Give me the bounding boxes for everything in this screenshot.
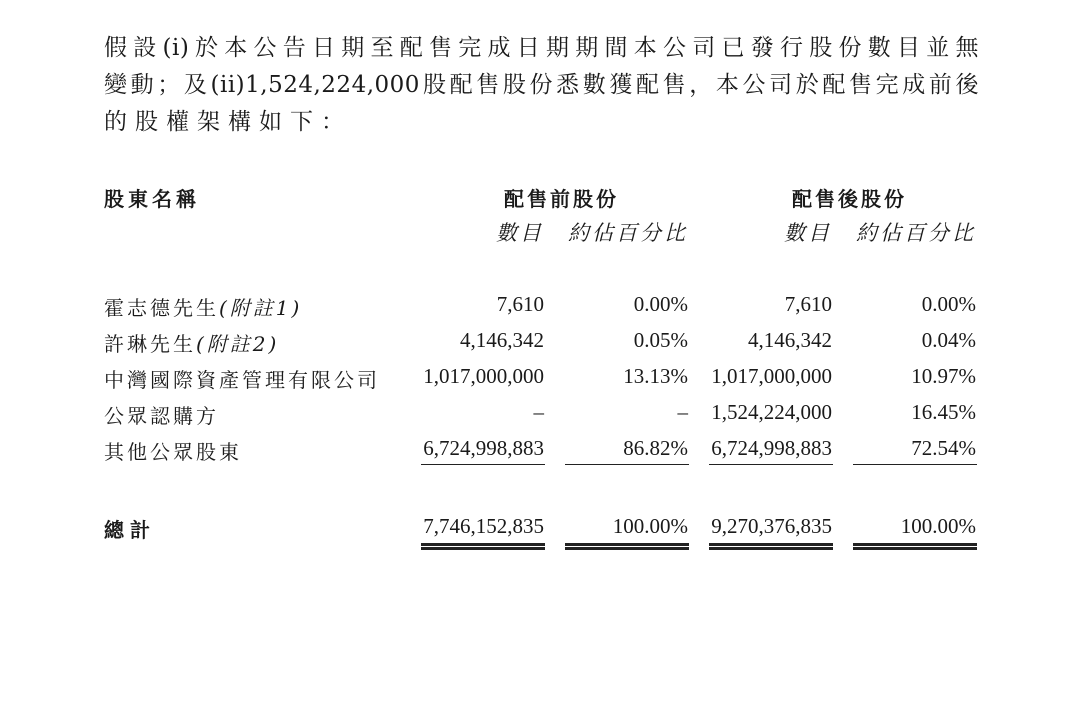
table-cell: 1,017,000,000 — [423, 364, 544, 388]
before-count-subheader: 數目 — [496, 221, 544, 245]
table-cell: – — [677, 400, 688, 424]
table-cell: 10.97% — [911, 364, 976, 388]
table-cell: 7,610 — [784, 292, 832, 316]
total-cell: 9,270,376,835 — [711, 514, 832, 538]
table-cell: 6,724,998,883 — [423, 436, 544, 460]
intro-paragraph — [104, 30, 979, 141]
total-double-rule — [709, 543, 833, 550]
subtotal-rule — [709, 464, 833, 465]
table-row-name: 中灣國際資產管理有限公司 — [104, 368, 380, 392]
after-count-subheader: 數目 — [784, 221, 832, 245]
total-label: 總計 — [104, 518, 156, 542]
table-cell: 16.45% — [911, 400, 976, 424]
table-cell: 0.04% — [921, 328, 976, 352]
total-double-rule — [853, 543, 977, 550]
table-cell: 13.13% — [623, 364, 688, 388]
table-cell: 0.00% — [921, 292, 976, 316]
subtotal-rule — [853, 464, 977, 465]
shareholder-name-header: 股東名稱 — [104, 187, 200, 211]
table-cell: – — [533, 400, 544, 424]
table-cell: 86.82% — [623, 436, 688, 460]
table-cell: 0.00% — [633, 292, 688, 316]
table-cell: 7,610 — [496, 292, 544, 316]
subtotal-rule — [565, 464, 689, 465]
intro-line-1: 假設(i)於本公告日期至配售完成日期期間本公司已發行股份數目並無 — [104, 35, 979, 61]
total-cell: 100.00% — [612, 514, 688, 538]
table-cell: 4,146,342 — [748, 328, 832, 352]
table-cell: 6,724,998,883 — [711, 436, 832, 460]
table-row-name: 霍志德先生(附註1) — [104, 296, 303, 320]
table-cell: 0.05% — [633, 328, 688, 352]
before-pct-subheader: 約佔百分比 — [568, 221, 688, 245]
table-row-name: 許琳先生(附註2) — [104, 332, 280, 356]
total-cell: 100.00% — [900, 514, 976, 538]
intro-line-2: 變動；及(ii)1,524,224,000股配售股份悉數獲配售，本公司於配售完成前後 — [104, 72, 979, 98]
before-placing-header: 配售前股份 — [504, 187, 619, 211]
after-pct-subheader: 約佔百分比 — [856, 221, 976, 245]
after-placing-header: 配售後股份 — [792, 187, 907, 211]
total-cell: 7,746,152,835 — [423, 514, 544, 538]
table-cell: 72.54% — [911, 436, 976, 460]
total-double-rule — [565, 543, 689, 550]
table-cell: 1,524,224,000 — [711, 400, 832, 424]
table-row-name: 其他公眾股東 — [104, 440, 242, 464]
table-cell: 4,146,342 — [460, 328, 544, 352]
intro-line-3: 的股權架構如下： — [104, 109, 352, 135]
subtotal-rule — [421, 464, 545, 465]
table-row-name: 公眾認購方 — [104, 404, 219, 428]
table-cell: 1,017,000,000 — [711, 364, 832, 388]
total-double-rule — [421, 543, 545, 550]
